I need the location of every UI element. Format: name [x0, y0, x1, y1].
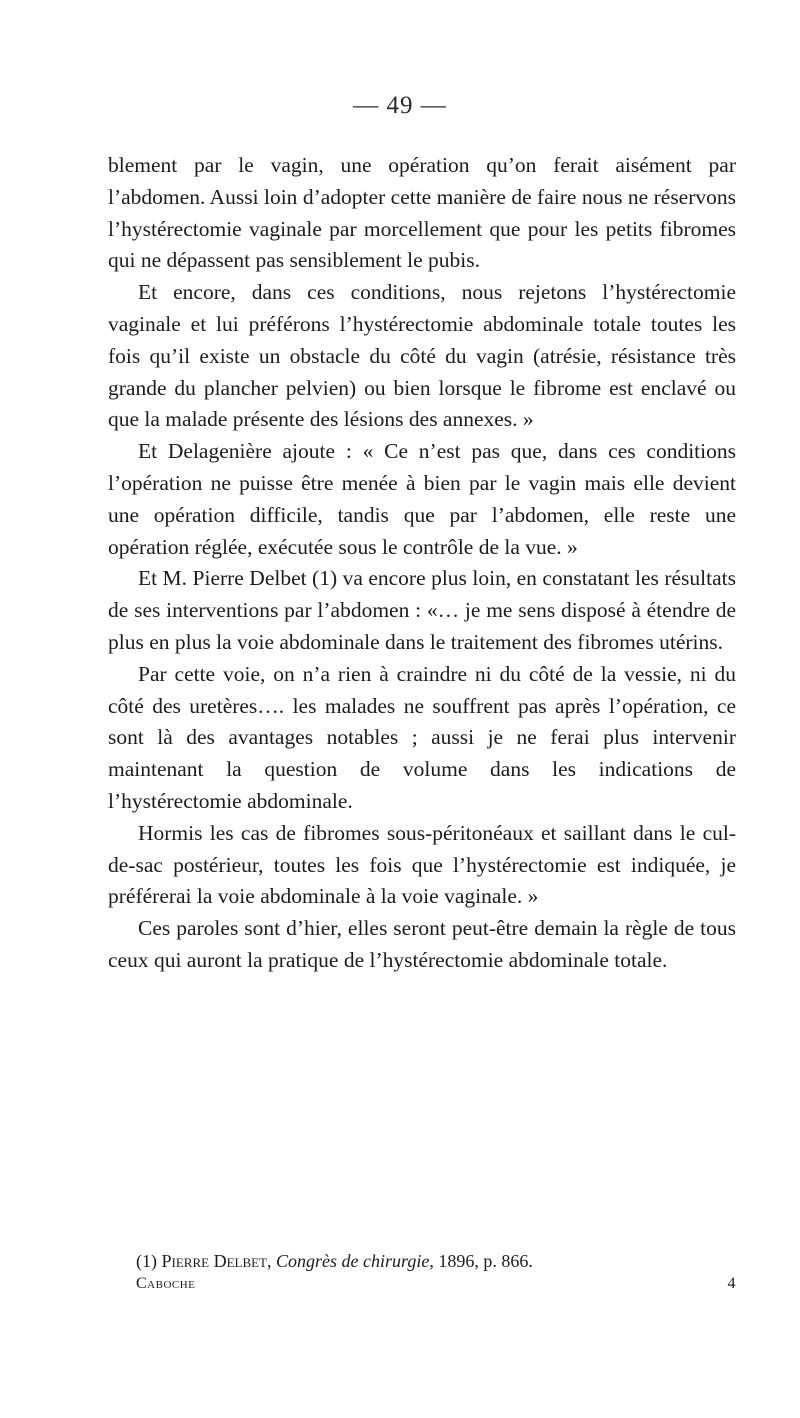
signature-sheet: 4: [727, 1275, 736, 1292]
footnote-details: , 1896, p. 866.: [429, 1251, 533, 1271]
footnote-source: Congrès de chirurgie: [276, 1251, 430, 1271]
signature-name: Caboche: [136, 1275, 196, 1292]
paragraph: Et M. Pierre Delbet (1) va encore plus loin, en constatant les résultats de ses interventions par l’abdomen : «… je me sens disposé à étendre de plus en plus la voie abdominale dans le traitement des fibromes utérins.: [108, 566, 736, 654]
footnote-author: Pierre Delbet: [161, 1251, 267, 1271]
paragraph: Par cette voie, on n’a rien à craindre ni du côté de la vessie, ni du côté des uretères…. les malades ne souffrent pas après l’opération, ce sont là des avantages notables ; aussi je ne ferai plus intervenir maintenant la question de volume dans les indications de l’hystérectomie abdominale.: [108, 661, 736, 813]
main-text: [108, 150, 736, 977]
paragraph: Ces paroles sont d’hier, elles seront peut-être demain la règle de tous ceux qui auront la pratique de l’hystérectomie abdominale totale.: [108, 916, 736, 972]
paragraph: Et Delagenière ajoute : « Ce n’est pas que, dans ces conditions l’opération ne puisse être menée à bien par le vagin mais elle devient une opération difficile, tandis que par l’abdomen, elle reste une opération réglée, exécutée sous le contrôle de la vue. »: [108, 439, 736, 559]
footnote-line: (1) Pierre Delbet, Congrès de chirurgie, 1896, p. 866.: [136, 1251, 533, 1271]
page-number: — 49 —: [353, 92, 447, 119]
printer-signature: [136, 1273, 736, 1295]
paragraph: blement par le vagin, une opération qu’on ferait aisément par l’abdomen. Aussi loin d’adopter cette manière de faire nous ne réservons l’hystérectomie vaginale par morcellement que pour les petits fibromes qui ne dépassent pas sensiblement le pubis.: [108, 153, 736, 273]
footnote-marker: (1): [136, 1251, 157, 1271]
paragraph: Et encore, dans ces conditions, nous rejetons l’hystérectomie vaginale et lui préférons l’hystérectomie abdominale totale toutes les fois qu’il existe un obstacle du côté du vagin (atrésie, résistance très grande du plancher pelvien) ou bien lorsque le fibrome est enclavé ou que la malade présente des lésions des annexes. »: [108, 280, 736, 432]
footnote: [108, 1249, 736, 1273]
paragraph: Hormis les cas de fibromes sous-péritonéaux et saillant dans le cul-de-sac postérieur, toutes les fois que l’hystérectomie est indiquée, je préférerai la voie abdominale à la voie vaginale. »: [108, 820, 736, 909]
